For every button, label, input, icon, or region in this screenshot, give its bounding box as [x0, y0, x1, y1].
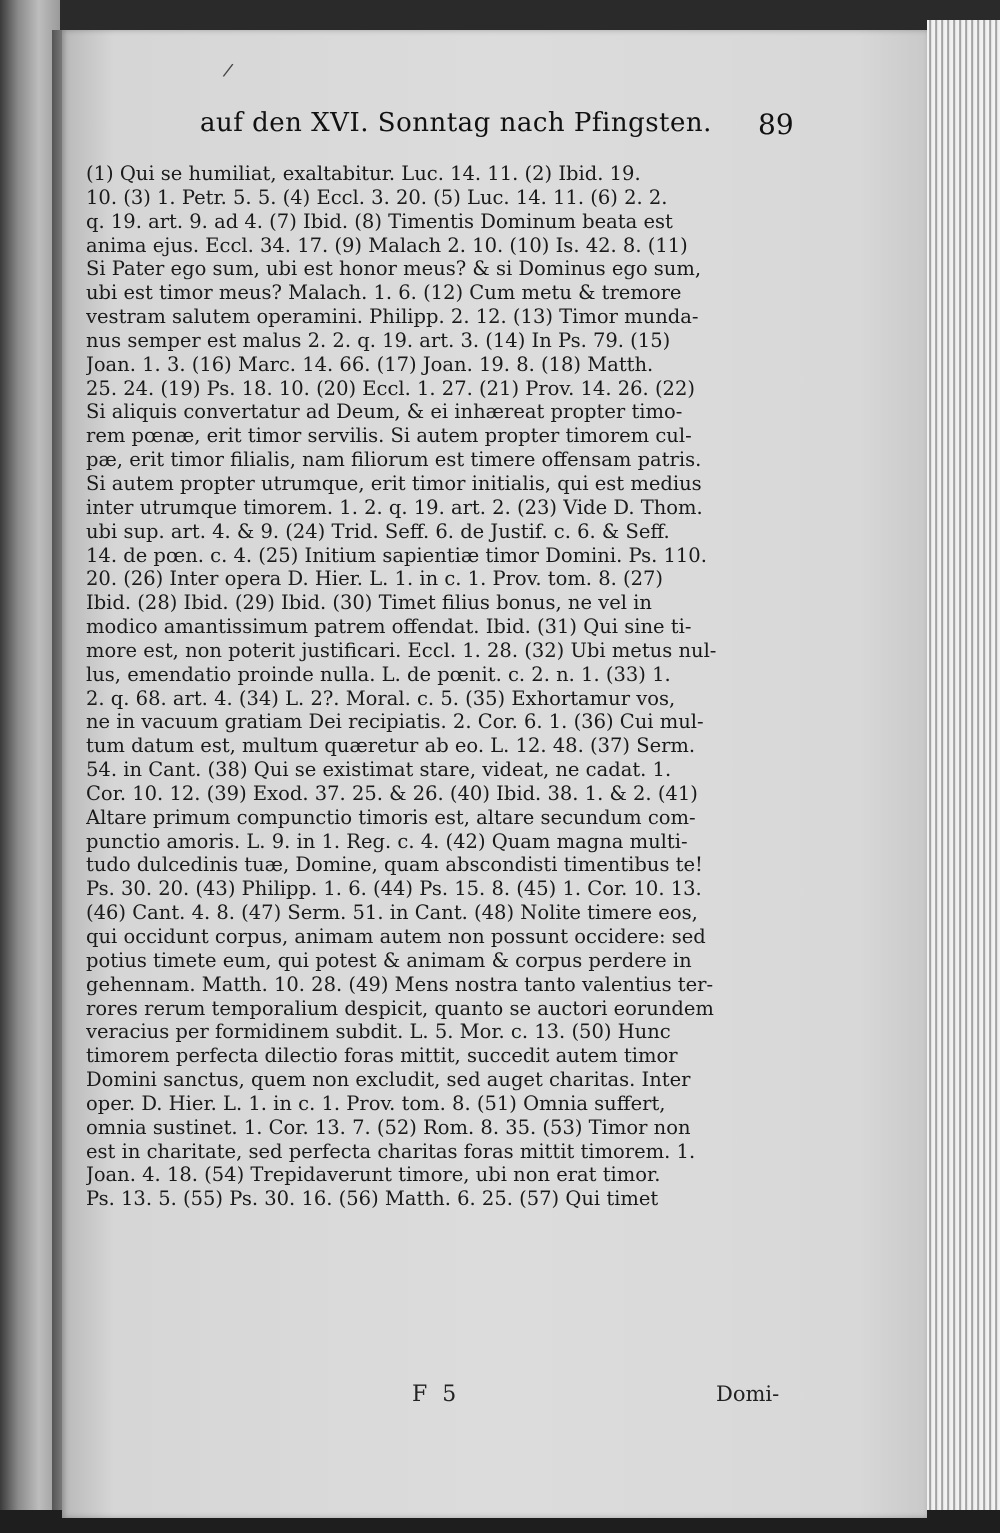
margin-mark: /	[221, 59, 235, 82]
text-line: 20. (26) Inter opera D. Hier. L. 1. in c. 1. Prov. tom. 8. (27)	[86, 567, 664, 591]
text-line: more est, non poterit justificari. Eccl. 1. 28. (32) Ubi metus nul-	[86, 638, 717, 662]
text-line: ubi sup. art. 4. & 9. (24) Trid. Seff. 6. de Justif. c. 6. & Seff.	[86, 519, 670, 543]
running-header: auf den XVI. Sonntag nach Pfingsten.	[200, 108, 712, 138]
text-line: qui occidunt corpus, animam autem non possunt occidere: sed	[86, 925, 706, 948]
text-line: Cor. 10. 12. (39) Exod. 37. 25. & 26. (40) Ibid. 38. 1. & 2. (41)	[86, 781, 698, 805]
text-line: veracius per formidinem subdit. L. 5. Mor. c. 13. (50) Hunc	[86, 1020, 671, 1044]
text-line: punctio amoris. L. 9. in 1. Reg. c. 4. (42) Quam magna multi-	[86, 829, 688, 853]
text-line: tum datum est, multum quæretur ab eo. L. 12. 48. (37) Serm.	[86, 734, 696, 758]
signature-mark: F 5	[412, 1382, 461, 1407]
text-line: q. 19. art. 9. ad 4. (7) Ibid. (8) Timentis Dominum beata est	[86, 209, 673, 233]
text-line: modico amantissimum patrem offendat. Ibid. (31) Qui sine ti-	[86, 615, 692, 639]
text-line: 54. in Cant. (38) Qui se existimat stare, videat, ne cadat. 1.	[86, 758, 672, 782]
text-line: (1) Qui se humiliat, exaltabitur. Luc. 14. 11. (2) Ibid. 19.	[86, 162, 641, 185]
text-line: (46) Cant. 4. 8. (47) Serm. 51. in Cant. (48) Nolite timere eos,	[86, 901, 698, 925]
text-line: Si autem propter utrumque, erit timor initialis, qui est medius	[86, 471, 702, 495]
text-line: Domini sanctus, quem non excludit, sed auget charitas. Inter	[86, 1068, 691, 1092]
text-line: pæ, erit timor filialis, nam filiorum est timere offensam patris.	[86, 448, 702, 472]
text-line: Si Pater ego sum, ubi est honor meus? & si Dominus ego sum,	[86, 257, 702, 281]
text-line: potius timete eum, qui potest & animam & corpus perdere in	[86, 948, 692, 972]
text-line: 2. q. 68. art. 4. (34) L. 2?. Moral. c. 5. (35) Exhortamur vos,	[86, 686, 676, 710]
text-line: Joan. 4. 18. (54) Trepidaverunt timore, ubi non erat timor.	[86, 1163, 661, 1187]
text-line: Altare primum compunctio timoris est, altare secundum com-	[86, 805, 696, 829]
text-line: 25. 24. (19) Ps. 18. 10. (20) Eccl. 1. 27. (21) Prov. 14. 26. (22)	[86, 376, 695, 400]
catchword: Domi-	[716, 1382, 780, 1406]
text-line: vestram salutem operamini. Philipp. 2. 12. (13) Timor munda-	[86, 305, 699, 329]
text-line: Si aliquis convertatur ad Deum, & ei inhæreat propter timo-	[86, 400, 683, 424]
text-line: 10. (3) 1. Petr. 5. 5. (4) Eccl. 3. 20. (5) Luc. 14. 11. (6) 2. 2.	[86, 185, 668, 209]
text-line: lus, emendatio proinde nulla. L. de pœnit. c. 2. n. 1. (33) 1.	[86, 662, 671, 686]
text-line: inter utrumque timorem. 1. 2. q. 19. art. 2. (23) Vide D. Thom.	[86, 495, 703, 519]
text-line: 14. de pœn. c. 4. (25) Initium sapientiæ timor Domini. Ps. 110.	[86, 543, 707, 567]
page-number: 89	[758, 108, 794, 141]
footnotes-block	[86, 162, 796, 1211]
text-line: gehennam. Matth. 10. 28. (49) Mens nostra tanto valentius ter-	[86, 972, 714, 996]
page-edges	[927, 20, 1000, 1520]
text-line: tudo dulcedinis tuæ, Domine, quam abscondisti timentibus te!	[86, 853, 703, 877]
text-line: Ibid. (28) Ibid. (29) Ibid. (30) Timet filius bonus, ne vel in	[86, 591, 652, 615]
text-line: omnia sustinet. 1. Cor. 13. 7. (52) Rom. 8. 35. (53) Timor non	[86, 1115, 691, 1139]
text-line: rem pœnæ, erit timor servilis. Si autem propter timorem cul-	[86, 424, 692, 448]
text-line: nus semper est malus 2. 2. q. 19. art. 3. (14) In Ps. 79. (15)	[86, 328, 671, 352]
text-line: rores rerum temporalium despicit, quanto se auctori eorundem	[86, 996, 714, 1020]
text-line: ne in vacuum gratiam Dei recipiatis. 2. Cor. 6. 1. (36) Cui mul-	[86, 710, 704, 734]
text-line: ubi est timor meus? Malach. 1. 6. (12) Cum metu & tremore	[86, 281, 682, 305]
left-page-edge	[0, 0, 60, 1533]
text-line: Joan. 1. 3. (16) Marc. 14. 66. (17) Joan. 19. 8. (18) Matth.	[86, 352, 654, 376]
text-line: Ps. 30. 20. (43) Philipp. 1. 6. (44) Ps. 15. 8. (45) 1. Cor. 10. 13.	[86, 877, 702, 901]
text-line: timorem perfecta dilectio foras mittit, succedit autem timor	[86, 1044, 678, 1068]
text-line: anima ejus. Eccl. 34. 17. (9) Malach 2. 10. (10) Is. 42. 8. (11)	[86, 233, 688, 257]
text-line: oper. D. Hier. L. 1. in c. 1. Prov. tom. 8. (51) Omnia suffert,	[86, 1091, 666, 1115]
text-line: Ps. 13. 5. (55) Ps. 30. 16. (56) Matth. 6. 25. (57) Qui timet	[86, 1187, 659, 1211]
text-line: est in charitate, sed perfecta charitas foras mittit timorem. 1.	[86, 1139, 696, 1163]
